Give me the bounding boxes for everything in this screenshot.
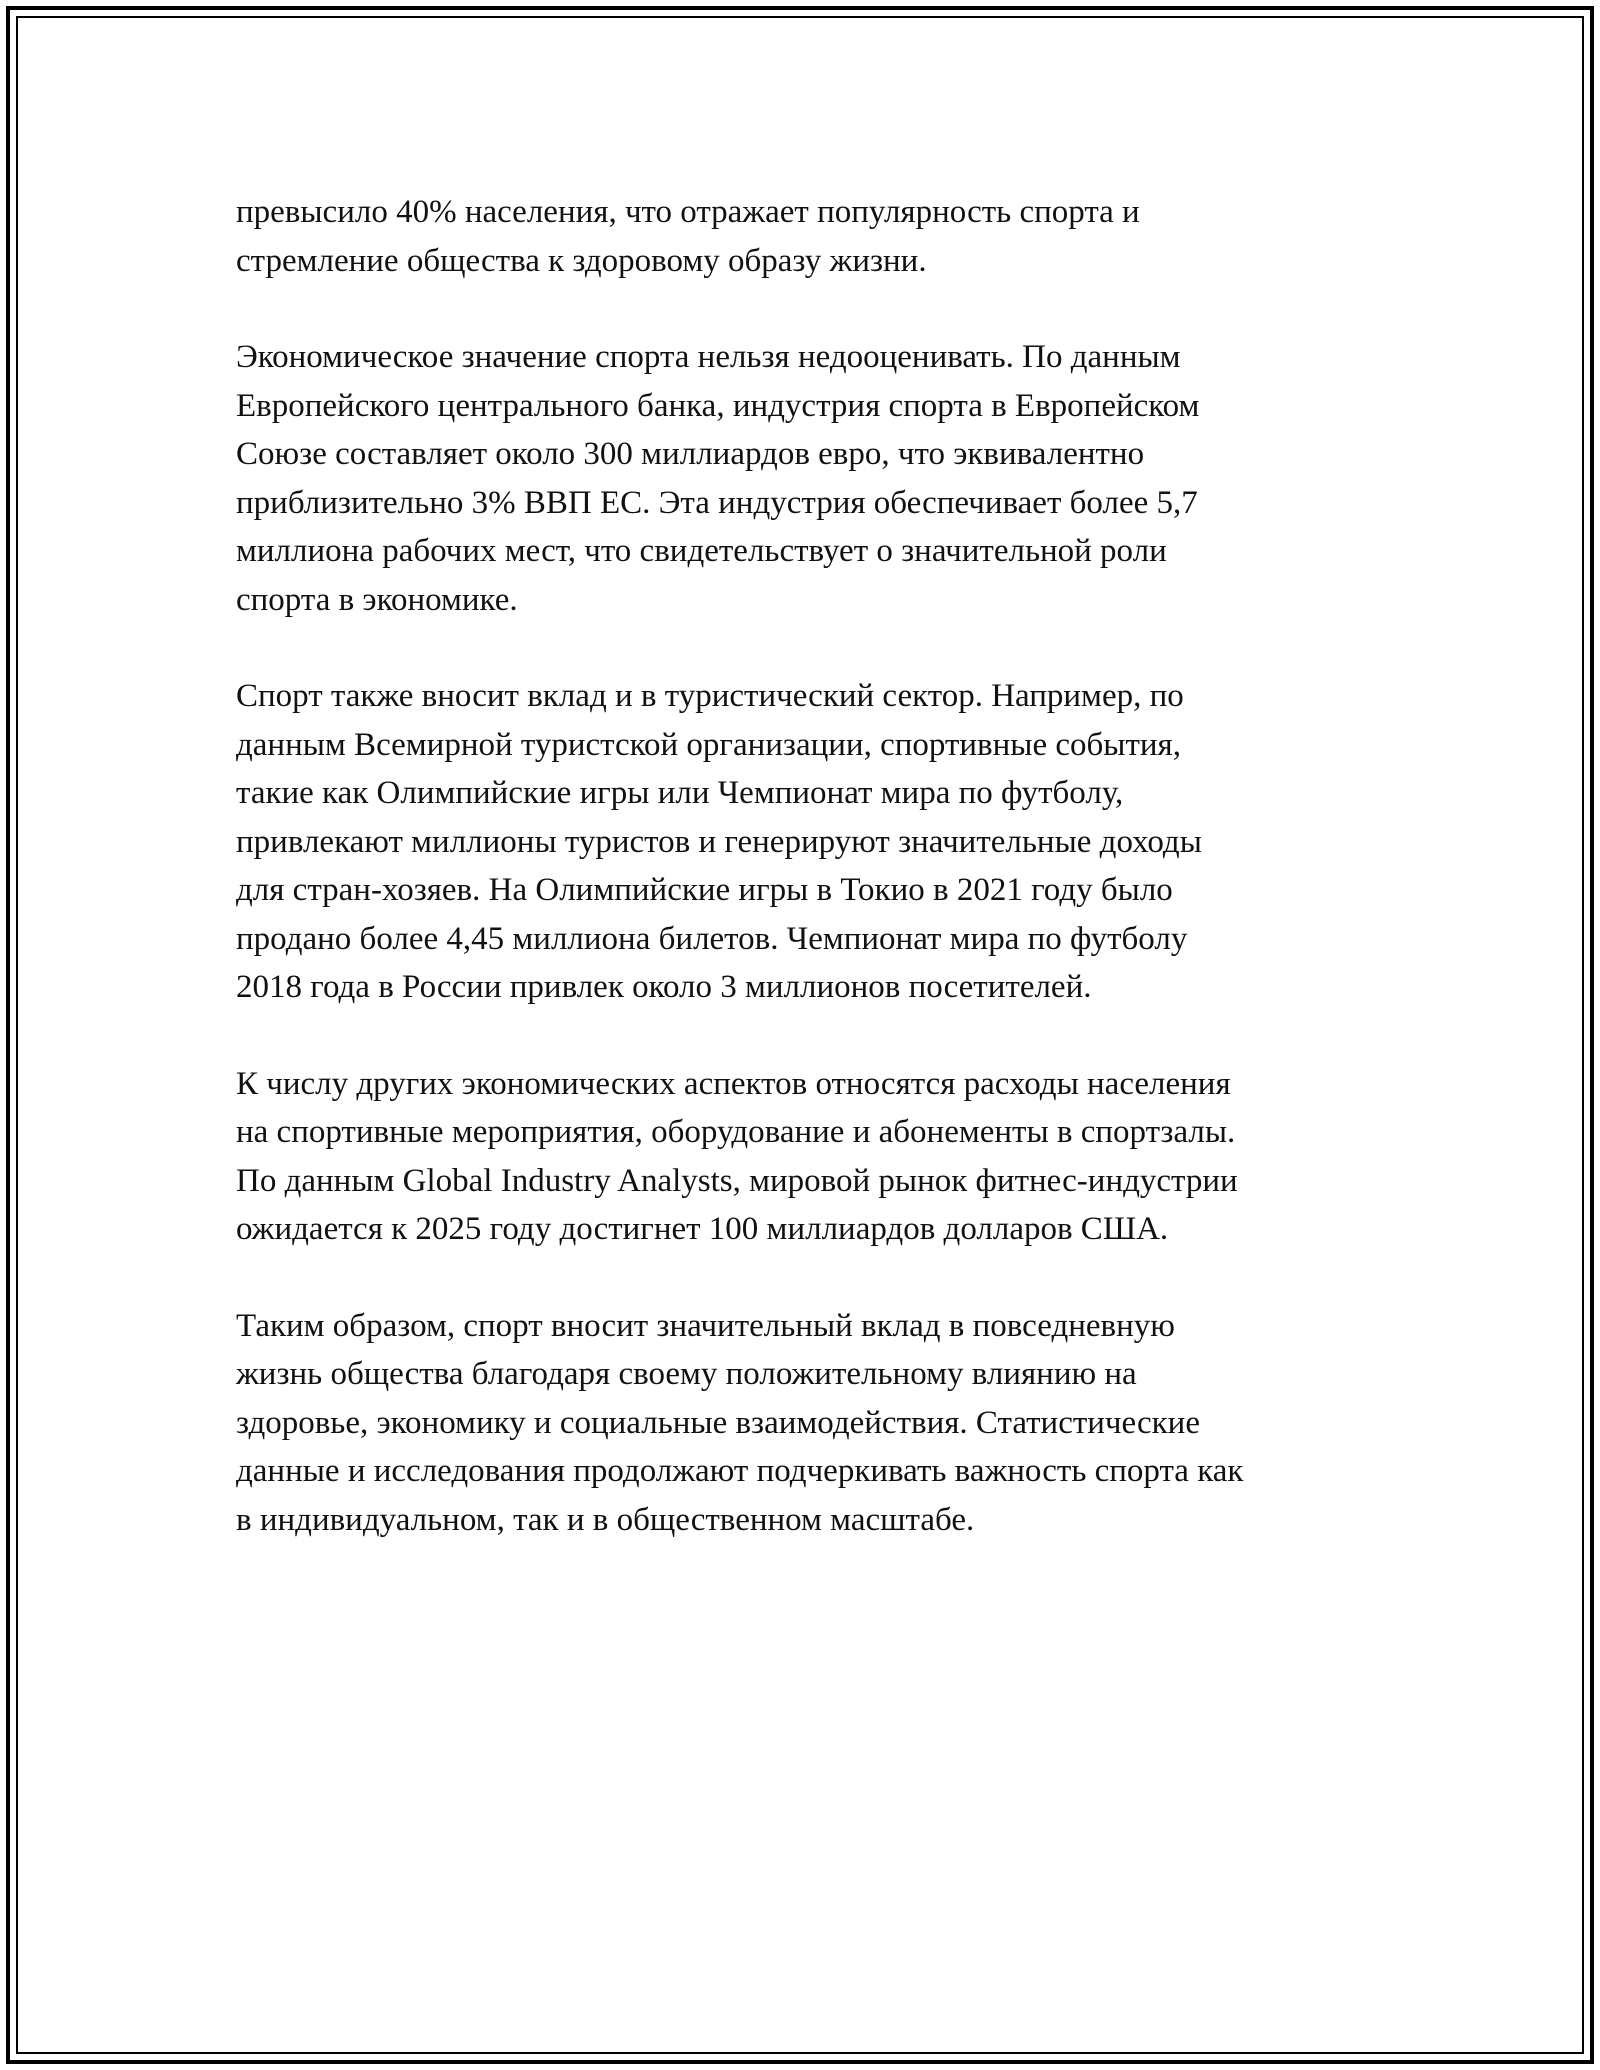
document-body: [236, 188, 1396, 1592]
paragraph-1: превысило 40% населения, что отражает популярность спорта и стремление общества к здоровому образу жизни.: [236, 194, 1140, 279]
paragraph-4: К числу других экономических аспектов относятся расходы населения на спортивные мероприятия, оборудование и абонементы в спортзалы. По данным Global Industry Analysts, мировой рынок фитнес-индустрии ожидается к 2025 году достигнет 100 миллиардов долларов США.: [236, 1065, 1238, 1247]
paragraph-2: Экономическое значение спорта нельзя недооценивать. По данным Европейского центрального банка, индустрия спорта в Европейском Союзе составляет около 300 миллиардов евро, что эквивалентно приблизительно 3% ВВП ЕС. Эта индустрия обеспечивает более 5,7 миллиона рабочих мест, что свидетельствует о значительной роли спорта в экономике.: [236, 339, 1200, 618]
paragraph-5: Таким образом, спорт вносит значительный вклад в повседневную жизнь общества благодаря своему положительному влиянию на здоровье, экономику и социальные взаимодействия. Статистические данные и исследования продолжают подчеркивать важность спорта как в индивидуальном, так и в общественном масштабе.: [236, 1307, 1244, 1538]
paragraph-3: Спорт также вносит вклад и в туристический сектор. Например, по данным Всемирной туристской организации, спортивные события, такие как Олимпийские игры или Чемпионат мира по футболу, привлекают миллионы туристов и генерируют значительные доходы для стран-хозяев. На Олимпийские игры в Токио в 2021 году было продано более 4,45 миллиона билетов. Чемпионат мира по футболу 2018 года в России привлек около 3 миллионов посетителей.: [236, 678, 1202, 1005]
